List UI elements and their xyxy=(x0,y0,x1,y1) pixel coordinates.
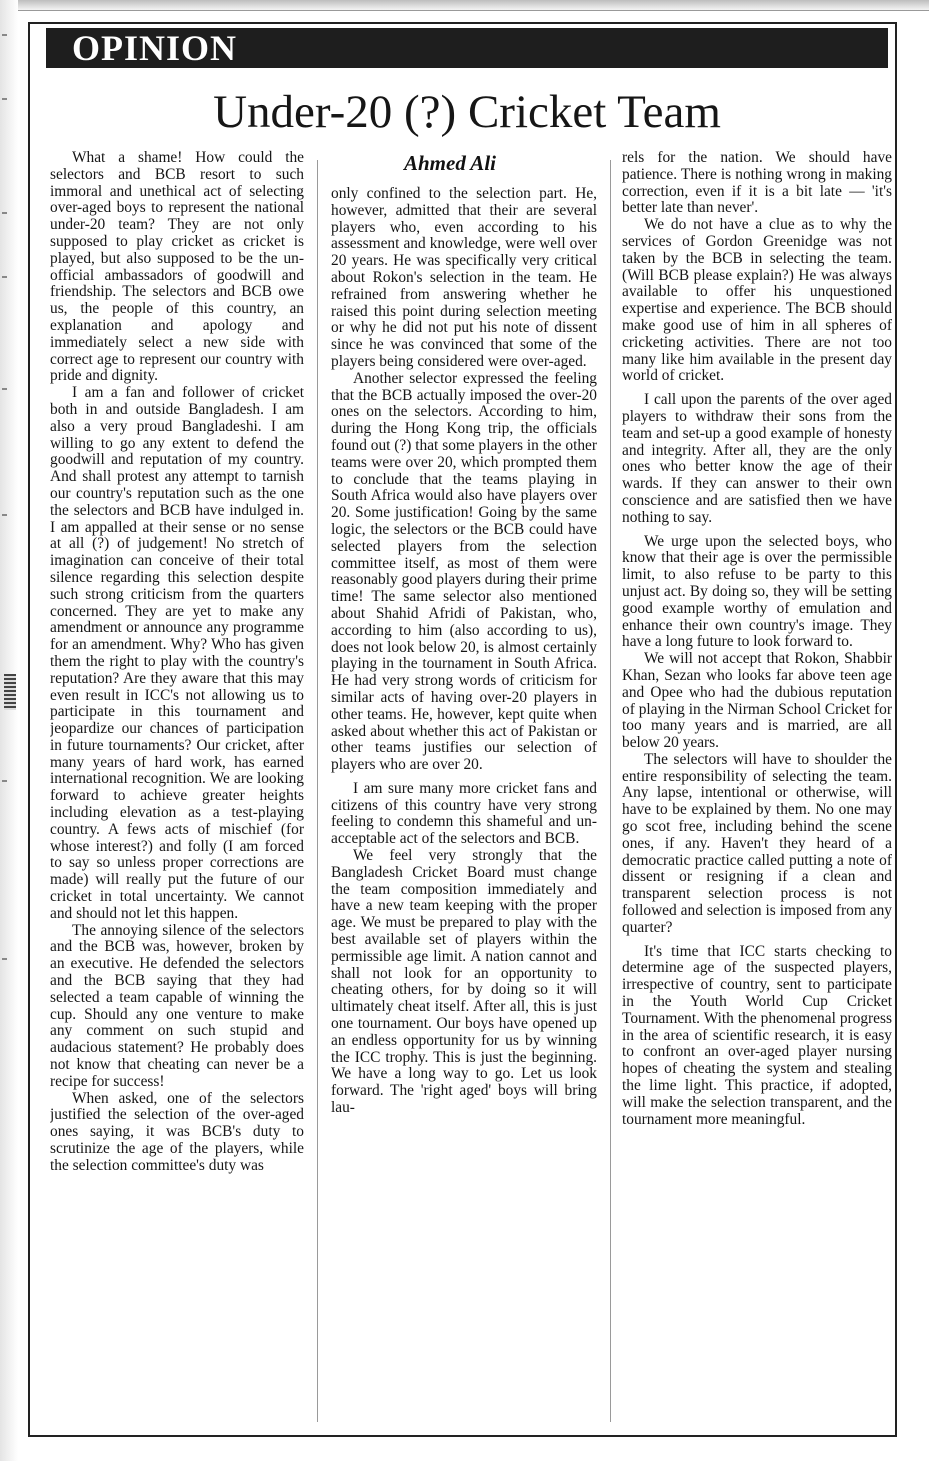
paragraph: What a shame! How could the selectors and BCB resort to such immoral and unethical act of selecting over-aged boys to represent the national under-20 team? They are not only supposed to play cricket as cricket is played, but also supposed to be the un-official ambassadors of goodwill and friendship. The selectors and BCB owe us, the people of this country, an explanation and apology and immediately select a new side with correct age to represent our country with pride and dignity. xyxy=(50,150,304,385)
edge-mark xyxy=(2,212,7,214)
column-rule xyxy=(317,160,318,1422)
paragraph: I am sure many more cricket fans and citizens of this country have very strong feeling to condemn this shameful and un-acceptable act of the selectors and BCB. xyxy=(331,779,597,848)
article-column-2 xyxy=(331,186,597,1430)
article-column-3 xyxy=(622,150,892,1430)
paragraph: The selectors will have to shoulder the entire responsibility of selecting the team. Any lapse, intentional or otherwise, will have to be explained by them. No one may go scot free, including behind the scene ones, if any. Haven't they heard of a democratic practice called putting a note of dissent or resigning if a clean and transparent selection process is not followed and selection is imposed from any quarter? xyxy=(622,750,892,936)
paragraph: We will not accept that Rokon, Shabbir Khan, Sezan who looks far above teen age and Opee who had the dubious reputation of playing in the Nirman School Cricket for too many years and is married, are all below 20 years. xyxy=(622,650,892,752)
paragraph: The annoying silence of the selectors and the BCB was, however, broken by an executive. He defended the selectors and the BCB saying that they had selected a team capable of winning the cup. Should any one venture to make any comment on such stupid and audacious statement? He probably does not know that cheating can never be a recipe for success! xyxy=(50,921,304,1090)
article-column-1 xyxy=(50,150,304,1430)
edge-mark xyxy=(2,276,7,278)
edge-mark xyxy=(2,388,7,390)
paragraph: rels for the nation. We should have patience. There is nothing wrong in making correction, even if it is a bit late — 'it's better late than never'. xyxy=(622,150,892,217)
paragraph: only confined to the selection part. He, however, admitted that their are several players who, even according to his assessment and knowledge, were well over 20 years. He was specifically very critical about Rokon's selection in the team. He refrained from answering whether he raised this point during selection meeting or why he did not put his note of dissent since he was convinced that some of the players being considered were over-aged. xyxy=(331,186,597,370)
paragraph: We urge upon the selected boys, who know that their age is over the permissible limit, to also refuse to be party to this unjust act. By doing so, they will be setting good example worthy of emulation and enhance their own country's image. They have a long future to look forward to. xyxy=(622,532,892,651)
headline: Under-20 (?) Cricket Team xyxy=(213,86,721,138)
paragraph: Another selector expressed the feeling that the BCB actually imposed the over-20 ones on the selectors. According to him, during the Hong Kong trip, the officials found out (?) that some players in the other teams were over 20, which prompted them to conclude that the teams playing in South Africa would also have players over 20. Some justification! Going by the same logic, the selectors or the BCB could have selected players from the selection committee itself, as most of them were reasonably good players during their prime time! The same selector also mentioned about Shahid Afridi of Pakistan, who, according to him (also according to us), does not look below 20, is almost certainly playing in the tournament in South Africa. He had very strong words of criticism for similar acts of having over-20 players in other teams. He, however, kept quite when asked about whether this act of Pakistan or other teams justifies our selection of players who are over 20. xyxy=(331,369,597,774)
edge-mark xyxy=(2,958,7,960)
section-label: OPINION xyxy=(72,28,238,68)
paragraph: I call upon the parents of the over aged players to withdraw their sons from the team and set-up a good example of honesty and integrity. After all, they are the only ones who better know the age of their wards. If they can answer to their own conscience and are satisfied then we have nothing to say. xyxy=(622,391,892,526)
paragraph: When asked, one of the selectors justified the selection of the over-aged ones saying, it was BCB's duty to scrutinize the age of the players, while the selection committee's duty was xyxy=(50,1089,304,1174)
paragraph: I am a fan and follower of cricket both in and outside Bangladesh. I am also a very proud Bangladeshi. I am willing to go any extent to defend the goodwill and reputation of my country. And shall protest any attempt to tarnish our country's reputation such as the one the selectors and BCB have indulged in. I am appalled at their sense or no sense at all (?) of judgement! No stretch of imagination can conceive of their total silence regarding this selection despite such strong criticism from the quarters concerned. They are yet to make any amendment or announce any programme for an amendment. Why? Who has given them the right to play with the country's reputation? Are they aware that this may even result in ICC's not allowing us to participate in this tournament and jeopardize our chances of participation in future tournaments? Our cricket, after many years of hard work, has earned international recognition. We are looking forward to achieve greater heights including elevation as a test-playing country. A fews acts of mischief (for whose interest?) and folly (I am forced to say so unless proper corrections are made) will really put the future of our cricket in total uncertainty. We cannot and should not let this happen. xyxy=(50,384,304,922)
paragraph: We feel very strongly that the Bangladesh Cricket Board must change the team composition immediately and have a new team keeping with the proper age. We must be prepared to play with the best available set of players within the permissible age limit. A nation cannot and shall not look for an opportunity to cheating others, for by doing so it will ultimately cheat itself. After all, this is just one tournament. Our boys have opened up an endless opportunity for us by winning the ICC trophy. This is just the beginning. We have a long way to go. Let us look forward. The 'right aged' boys will bring lau- xyxy=(331,847,597,1117)
paragraph: It's time that ICC starts checking to determine age of the suspected players, irrespective of country, sent to participate in the Youth World Cup Cricket Tournament. With the phenomenal progress in the area of scientific research, it is easy to confront an over-aged player nursing hopes of cheating the system and stealing the lime light. This practice, if adopted, will make the selection transparent, and the tournament more meaningful. xyxy=(622,942,892,1128)
edge-mark xyxy=(2,514,7,516)
edge-mark xyxy=(2,780,7,782)
scan-artifact xyxy=(4,674,16,710)
paragraph: We do not have a clue as to why the services of Gordon Greenidge was not taken by the BCB in selecting the team. (Will BCB please explain?) He was always available to offer his unquestioned expertise and experience. The BCB should make good use of him in all spheres of cricketing activities. There are not too many like him available in the present day world of cricket. xyxy=(622,216,892,385)
byline: Ahmed Ali xyxy=(404,151,496,175)
edge-mark xyxy=(2,34,7,36)
adjacent-page-edge xyxy=(0,0,18,1461)
edge-mark xyxy=(2,98,7,100)
column-rule xyxy=(610,160,611,1422)
page-top-strip xyxy=(0,0,929,11)
